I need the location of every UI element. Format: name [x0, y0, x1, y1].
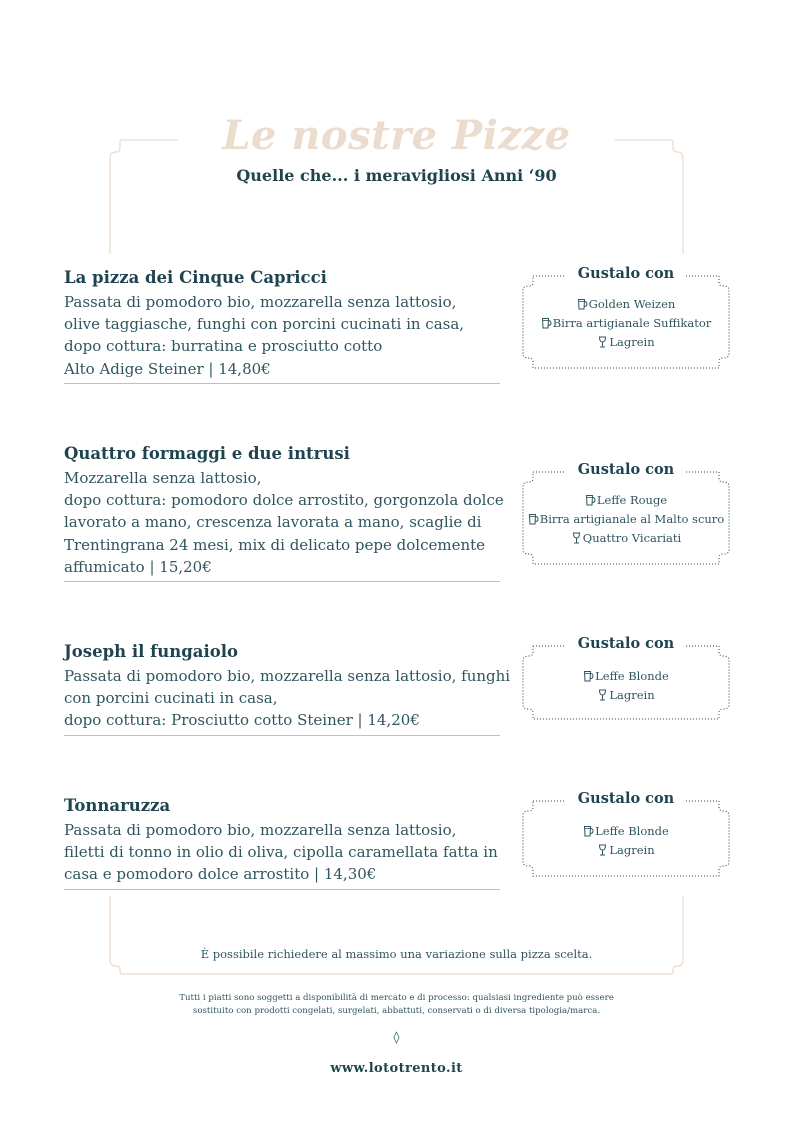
menu-item-line: filetti di tonno in olio di oliva, cipolla caramellata fatta in	[64, 843, 498, 862]
variation-note: È possibile richiedere al massimo una variazione sulla pizza scelta.	[200, 947, 593, 961]
menu-item-line: dopo cottura: pomodoro dolce arrostito, gorgonzola dolce	[64, 491, 504, 510]
pairing-item: Golden Weizen	[521, 295, 731, 314]
pairing-list	[521, 295, 731, 352]
pairing-list	[521, 491, 731, 548]
menu-item-line: Passata di pomodoro bio, mozzarella senza lattosio, funghi	[64, 667, 511, 685]
menu-item-name: Quattro formaggi e due intrusi	[64, 444, 350, 463]
item-divider	[64, 383, 500, 384]
menu-item-line: casa e pomodoro dolce arrostito | 14,30€	[64, 865, 377, 884]
menu-item-name: Joseph il fungaiolo	[64, 642, 239, 661]
pairing-item: Lagrein	[521, 686, 731, 705]
menu-item-line: Passata di pomodoro bio, mozzarella senza lattosio,	[64, 821, 457, 839]
pairing-item: Quattro Vicariati	[521, 529, 731, 548]
disclaimer-line: sostituito con prodotti congelati, surgelati, abbattuti, conservati o di diversa tipologia/marca.	[192, 1006, 601, 1016]
wine-glass-icon	[571, 531, 582, 543]
menu-item-line: affumicato | 15,20€	[64, 557, 212, 576]
pairing-heading: Gustalo con	[577, 635, 675, 652]
menu-item-cinque-capricci	[64, 267, 500, 384]
page-subtitle: Quelle che... i meravigliosi Anni ‘90	[236, 166, 557, 185]
menu-item-description	[64, 819, 500, 886]
pairing-item: Lagrein	[521, 333, 731, 352]
beer-glass-icon	[528, 512, 539, 524]
pairing-list	[521, 667, 731, 705]
menu-item-name: Tonnaruzza	[64, 796, 171, 815]
wine-glass-icon	[597, 335, 608, 347]
menu-item-line: con porcini cucinati in casa,	[64, 689, 278, 708]
menu-item-line: Mozzarella senza lattosio,	[64, 469, 262, 487]
menu-item-description	[64, 291, 500, 380]
disclaimer-line: Tutti i piatti sono soggetti a disponibilità di mercato e di processo: qualsiasi ingrediente può essere	[179, 993, 614, 1003]
menu-item-joseph-il-fungaiolo	[64, 641, 511, 736]
beer-glass-icon	[577, 297, 588, 309]
menu-item-line: dopo cottura: burratina e prosciutto cotto	[64, 337, 383, 356]
menu-item-line: Trentingrana 24 mesi, mix di delicato pepe dolcemente	[64, 535, 486, 554]
pairing-list	[521, 822, 731, 860]
menu-item-quattro-formaggi	[64, 443, 504, 582]
beer-glass-icon	[583, 824, 594, 836]
pairing-item: Lagrein	[521, 841, 731, 860]
menu-item-line: dopo cottura: Prosciutto cotto Steiner | 14,20€	[64, 711, 420, 730]
menu-item-line: Passata di pomodoro bio, mozzarella senza lattosio,	[64, 293, 457, 311]
item-divider	[64, 581, 500, 582]
menu-item-name: La pizza dei Cinque Capricci	[64, 268, 327, 287]
pairing-item: Leffe Blonde	[521, 822, 731, 841]
pairing-item: Birra artigianale Suffikator	[521, 314, 731, 333]
wine-glass-icon	[597, 688, 608, 700]
diamond-icon: ◊	[393, 1030, 400, 1044]
disclaimer	[0, 992, 793, 1018]
beer-glass-icon	[583, 669, 594, 681]
item-divider	[64, 889, 500, 890]
menu-item-description	[64, 665, 511, 732]
menu-item-line: Alto Adige Steiner | 14,80€	[64, 359, 271, 378]
beer-glass-icon	[541, 316, 552, 328]
pairing-heading: Gustalo con	[577, 461, 675, 478]
menu-item-line: lavorato a mano, crescenza lavorata a mano, scaglie di	[64, 513, 482, 532]
item-divider	[64, 735, 500, 736]
pairing-heading: Gustalo con	[577, 790, 675, 807]
pairing-item: Leffe Rouge	[521, 491, 731, 510]
menu-item-description	[64, 467, 504, 578]
menu-item-line: olive taggiasche, funghi con porcini cucinati in casa,	[64, 315, 465, 334]
pairing-item: Birra artigianale al Malto scuro	[521, 510, 731, 529]
pairing-heading: Gustalo con	[577, 265, 675, 282]
beer-glass-icon	[585, 493, 596, 505]
menu-item-tonnaruzza	[64, 795, 500, 890]
website-link[interactable]: www.lototrento.it	[330, 1061, 463, 1076]
wine-glass-icon	[597, 843, 608, 855]
page-title: Le nostre Pizze	[222, 112, 571, 159]
pairing-item: Leffe Blonde	[521, 667, 731, 686]
